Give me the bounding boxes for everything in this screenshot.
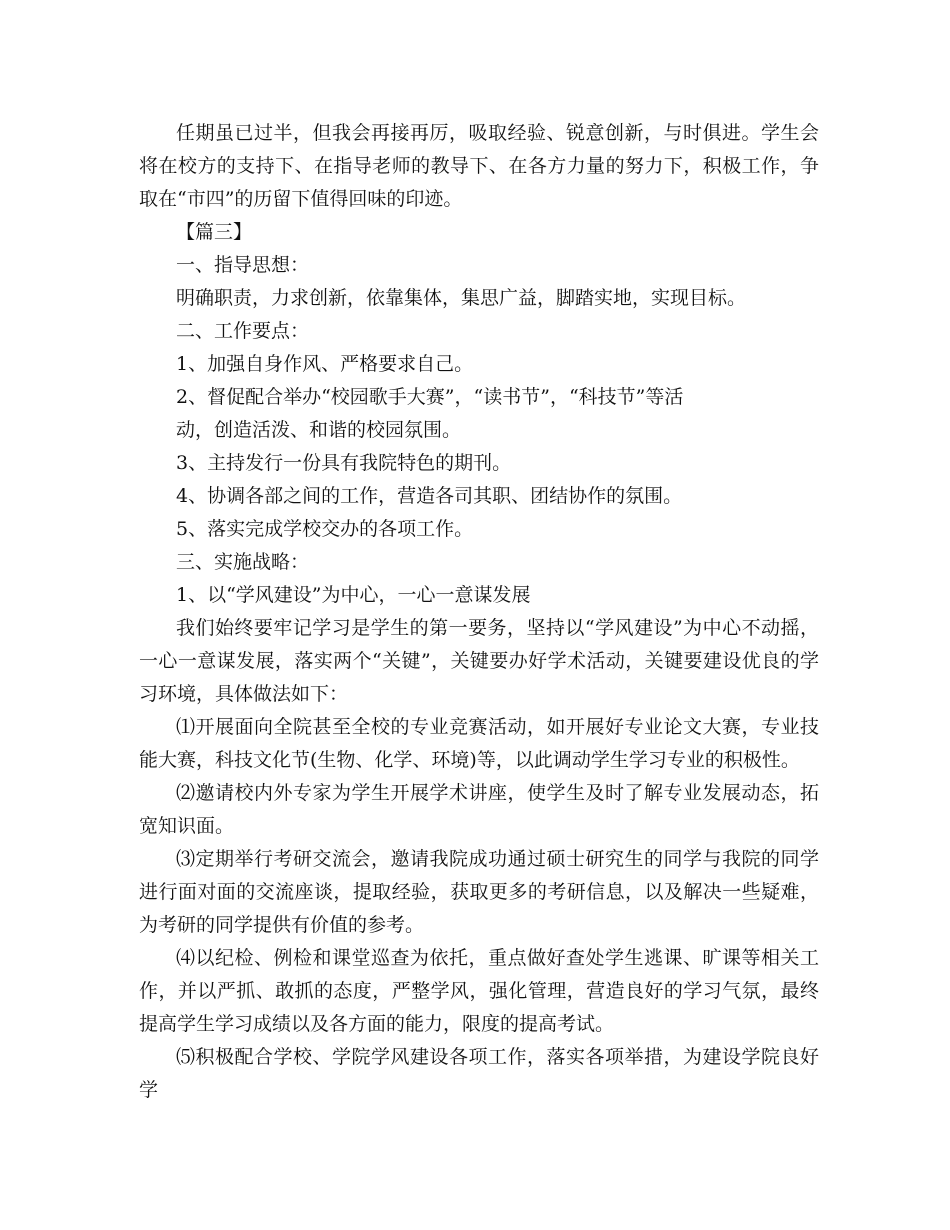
list-item-5: ⑸积极配合学校、学院学风建设各项工作，落实各项举措，为建设学院良好学 [139,1046,819,1101]
list-item-3: ⑶定期举行考研交流会，邀请我院成功通过硕士研究生的同学与我院的同学进行面对面的交流座谈，提取经验，获取更多的考研信息，以及解决一些疑难，为考研的同学提供有价值的参考。 [139,848,819,936]
work-point-1: 1、加强自身作风、严格要求自己。 [176,353,474,375]
list-item-1: ⑴开展面向全院甚至全校的专业竞赛活动，如开展好专业论文大赛，专业技能大赛，科技文化节(生物、化学、环境)等，以此调动学生学习专业的积极性。 [139,716,819,771]
heading-guiding-ideology: 一、指导思想： [176,254,310,276]
paragraph-study-style: 我们始终要牢记学习是学生的第一要务，坚持以“学风建设”为中心不动摇，一心一意谋发展，落实两个“关键”，关键要办好学术活动，关键要建设优良的学习环境，具体做法如下： [139,617,819,705]
paragraph-intro: 任期虽已过半，但我会再接再厉，吸取经验、锐意创新，与时俱进。学生会将在校方的支持下、在指导老师的教导下、在各方力量的努力下，积极工作，争取在“市四”的历留下值得回味的印迹。 [139,122,819,210]
work-point-2-line-1: 2、督促配合举办“校园歌手大赛”，“读书节”，“科技节”等活 [176,386,684,408]
work-point-2-line-2: 动，创造活泼、和谐的校园氛围。 [176,419,462,441]
work-point-5: 5、落实完成学校交办的各项工作。 [176,518,474,540]
list-item-4: ⑷以纪检、例检和课堂巡查为依托，重点做好查处学生逃课、旷课等相关工作，并以严抓、敢抓的态度，严整学风，强化管理，营造良好的学习气氛，最终提高学生学习成绩以及各方面的能力，限度的提高考试。 [139,947,819,1035]
work-point-3: 3、主持发行一份具有我院特色的期刊。 [176,452,512,474]
paragraph-guiding-ideology: 明确职责，力求创新，依靠集体，集思广益，脚踏实地，实现目标。 [176,287,747,309]
heading-strategy: 三、实施战略： [176,551,310,573]
work-point-4: 4、协调各部之间的工作，营造各司其职、团结协作的氛围。 [176,485,683,507]
document-body [139,117,819,1107]
strategy-1-title: 1、以“学风建设”为中心，一心一意谋发展 [176,584,531,606]
list-item-2: ⑵邀请校内外专家为学生开展学术讲座，使学生及时了解专业发展动态，拓宽知识面。 [139,782,819,837]
heading-work-points: 二、工作要点： [176,320,310,342]
section-heading-part-three: 【篇三】 [176,221,253,243]
